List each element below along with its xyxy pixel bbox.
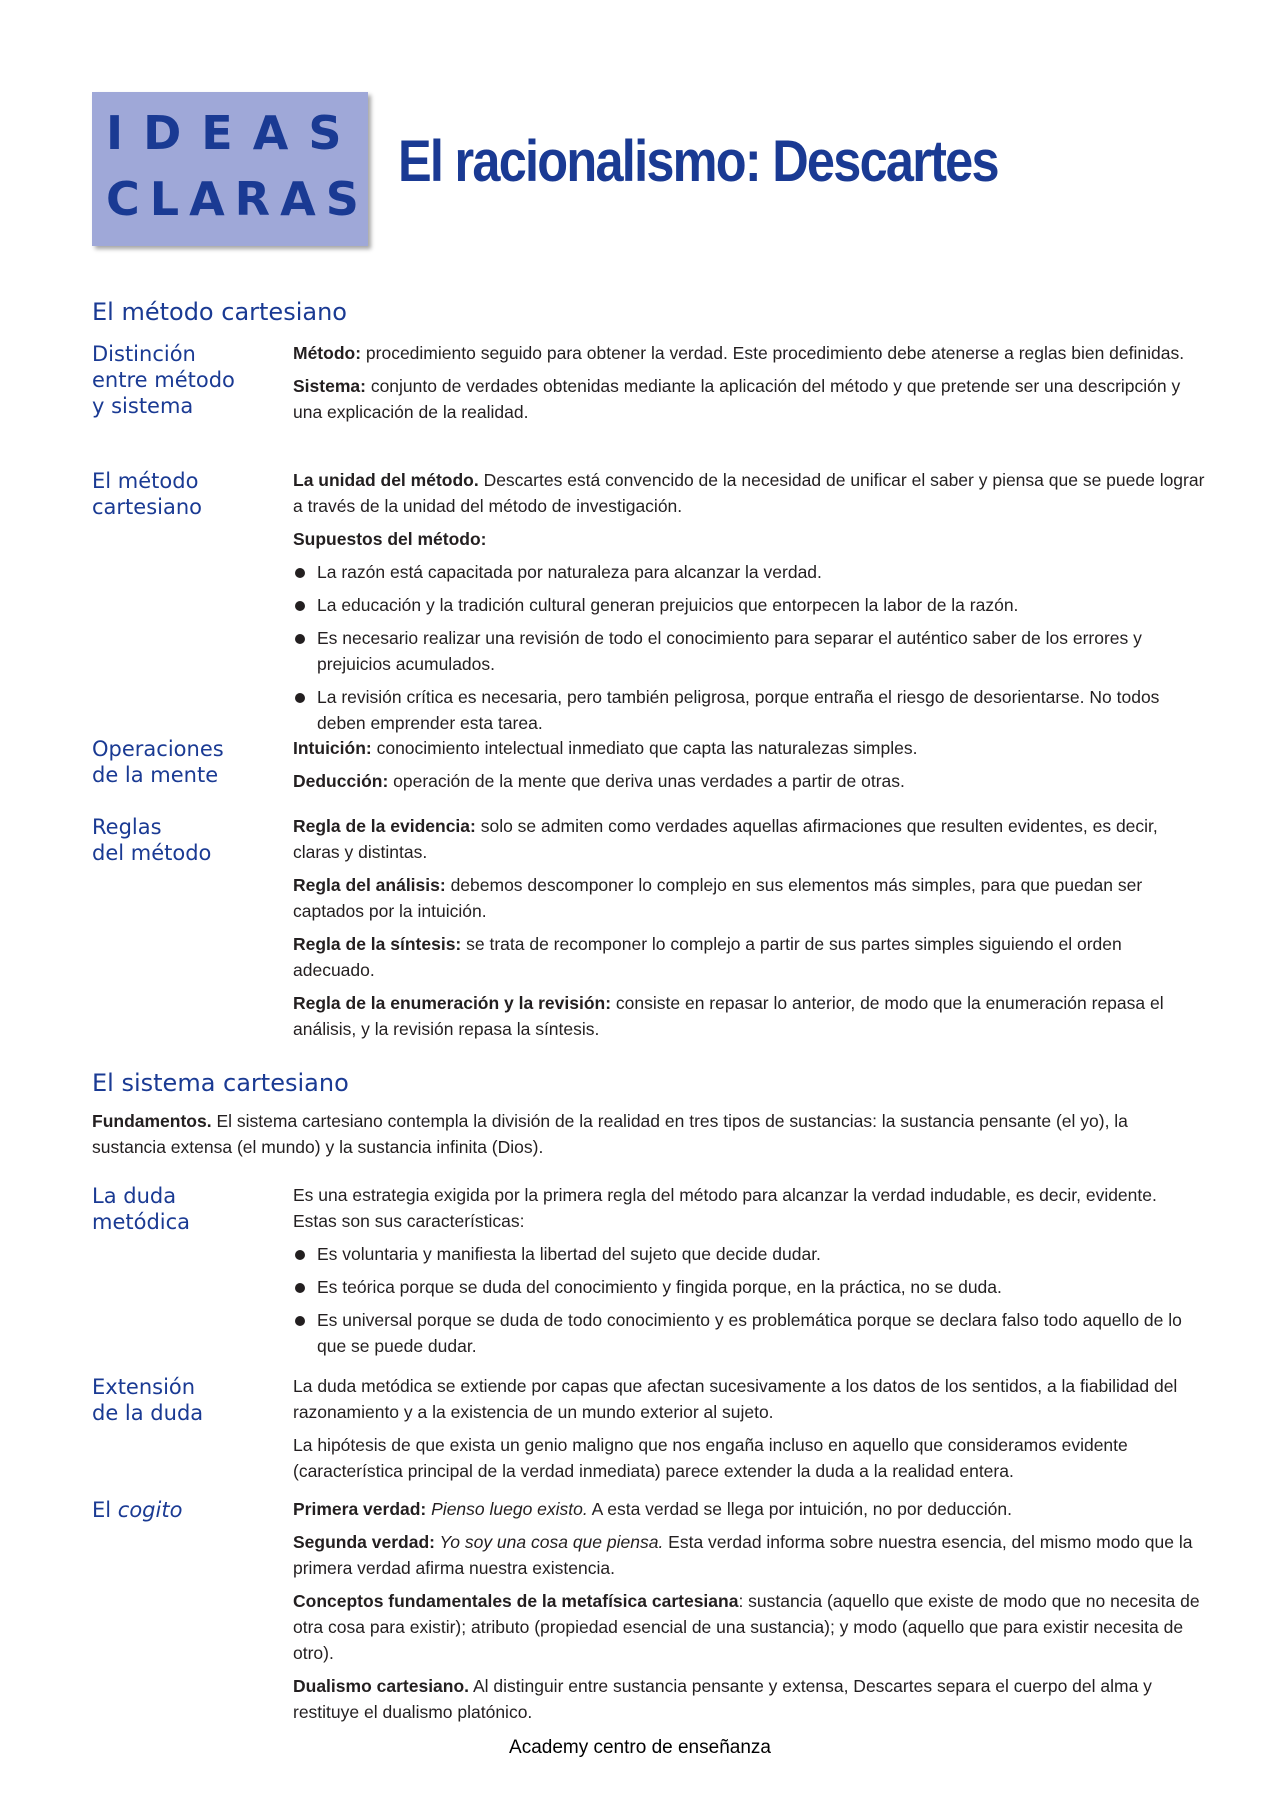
list-item: Es universal porque se duda de todo conocimiento y es problemática porque se declara falso todo aquello de lo que se puede dudar.	[293, 1307, 1205, 1359]
side-label-line: del método	[92, 841, 212, 865]
side-label-reglas	[92, 814, 282, 866]
term: Dualismo cartesiano.	[293, 1676, 470, 1696]
term: Fundamentos.	[92, 1111, 212, 1131]
block-reglas	[293, 813, 1205, 1049]
definition-text: A esta verdad se llega por intuición, no por deducción.	[587, 1499, 1012, 1519]
supuestos-heading	[293, 526, 1205, 552]
genio-maligno-paragraph	[293, 1432, 1205, 1484]
section-title-metodo: El método cartesiano	[92, 298, 347, 326]
term: Deducción:	[293, 771, 389, 791]
term: Segunda verdad:	[293, 1532, 435, 1552]
label-italic: cogito	[117, 1498, 183, 1522]
list-item: La educación y la tradición cultural generan prejuicios que entorpecen la labor de la razón.	[293, 592, 1205, 618]
side-label-extension	[92, 1374, 282, 1426]
list-item: La revisión crítica es necesaria, pero también peligrosa, porque entraña el riesgo de desorientarse. No todos deben emprender esta tarea.	[293, 684, 1205, 736]
side-label-operaciones	[92, 736, 282, 788]
term: Conceptos fundamentales de la metafísica cartesiana	[293, 1591, 739, 1611]
side-label-line	[92, 1497, 282, 1523]
fundamentos-paragraph	[92, 1108, 1202, 1160]
side-label-line: Reglas	[92, 815, 162, 839]
block-metodo-cartesiano	[293, 467, 1205, 743]
regla-analisis	[293, 872, 1205, 924]
conceptos-fundamentales	[293, 1588, 1205, 1666]
block-duda-metodica	[293, 1182, 1205, 1366]
side-label-metodo-cartesiano	[92, 468, 282, 520]
side-label-cogito	[92, 1497, 282, 1523]
extension-paragraph	[293, 1373, 1205, 1425]
block-distincion	[293, 340, 1205, 432]
side-label-line: y sistema	[92, 394, 194, 418]
section-title-sistema: El sistema cartesiano	[92, 1069, 349, 1097]
definition-text: debemos descomponer lo complejo en sus elementos más simples, para que puedan ser captados por la intuición.	[293, 875, 1143, 921]
definition-sistema	[293, 373, 1205, 425]
regla-enumeracion	[293, 990, 1205, 1042]
regla-sintesis	[293, 931, 1205, 983]
term: Regla de la síntesis:	[293, 934, 462, 954]
side-label-line: de la mente	[92, 763, 219, 787]
term: Método:	[293, 343, 362, 363]
term: Regla del análisis:	[293, 875, 446, 895]
term: Regla de la enumeración y la revisión:	[293, 993, 612, 1013]
block-cogito	[293, 1496, 1205, 1732]
quote: Pienso luego existo.	[426, 1499, 588, 1519]
regla-evidencia	[293, 813, 1205, 865]
side-label-line: Extensión	[92, 1375, 196, 1399]
term: Sistema:	[293, 376, 366, 396]
list-item: La razón está capacitada por naturaleza para alcanzar la verdad.	[293, 559, 1205, 585]
side-label-distincion	[92, 341, 282, 419]
term: Regla de la evidencia:	[293, 816, 476, 836]
definition-text: La hipótesis de que exista un genio maligno que nos engaña incluso en aquello que consideramos evidente (característica principal de la verdad inmediata) parece extender la duda a la realidad entera.	[293, 1435, 1128, 1481]
definition-text: conjunto de verdades obtenidas mediante la aplicación del método y que pretende ser una descripción y una explicación de la realidad.	[293, 376, 1181, 422]
label-plain: El	[92, 1498, 118, 1522]
term: La unidad del método.	[293, 470, 479, 490]
footer-text: Academy centro de enseñanza	[509, 1737, 771, 1758]
definition-text: solo se admiten como verdades aquellas afirmaciones que resulten evidentes, es decir, claras y distintas.	[293, 816, 1158, 862]
block-operaciones	[293, 735, 1205, 801]
side-label-line: cartesiano	[92, 495, 203, 519]
badge-line-ideas: IDEAS	[106, 106, 362, 160]
definition-text: se trata de recomponer lo complejo a partir de sus partes simples siguiendo el orden adecuado.	[293, 934, 1122, 980]
dualismo-cartesiano	[293, 1673, 1205, 1725]
definition-text: : sustancia (aquello que existe de modo que no necesita de otra cosa para existir); atributo (propiedad esencial de una sustancia); y modo (aquello que para existir necesita de otro).	[293, 1591, 1200, 1663]
definition-text: consiste en repasar lo anterior, de modo que la enumeración repasa el análisis, y la revisión repasa la síntesis.	[293, 993, 1164, 1039]
side-label-line: Distinción	[92, 342, 196, 366]
side-label-duda	[92, 1183, 282, 1235]
duda-intro	[293, 1182, 1205, 1234]
definition-text: El sistema cartesiano contempla la división de la realidad en tres tipos de sustancias: la sustancia pensante (el yo), la sustancia extensa (el mundo) y la sustancia infinita (Dios).	[92, 1111, 1128, 1157]
quote: Yo soy una cosa que piensa.	[434, 1532, 664, 1552]
definition-text: La duda metódica se extiende por capas que afectan sucesivamente a los datos de los sentidos, a la fiabilidad del razonamiento y a la existencia de un mundo exterior al sujeto.	[293, 1376, 1178, 1422]
side-label-line: metódica	[92, 1210, 191, 1234]
definition-text: conocimiento intelectual inmediato que capta las naturalezas simples.	[371, 738, 918, 758]
page-title: El racionalismo: Descartes	[398, 129, 998, 194]
list-item: Es necesario realizar una revisión de todo el conocimiento para separar el auténtico saber de los errores y prejuicios acumulados.	[293, 625, 1205, 677]
list-item: Es voluntaria y manifiesta la libertad del sujeto que decide dudar.	[293, 1241, 1205, 1267]
side-label-line: La duda	[92, 1184, 177, 1208]
side-label-line: de la duda	[92, 1401, 204, 1425]
primera-verdad	[293, 1496, 1205, 1522]
duda-caracteristicas-list	[293, 1241, 1205, 1359]
definition-text: Es una estrategia exigida por la primera regla del método para alcanzar la verdad indudable, es decir, evidente. Estas son sus características:	[293, 1185, 1157, 1231]
unidad-metodo	[293, 467, 1205, 519]
ideas-claras-badge	[92, 92, 368, 246]
definition-text: Descartes está convencido de la necesidad de unificar el saber y piensa que se puede lograr a través de la unidad del método de investigación.	[293, 470, 1205, 516]
badge-line-claras: CLARAS	[106, 172, 369, 226]
definition-text: operación de la mente que deriva unas verdades a partir de otras.	[388, 771, 905, 791]
definition-text: Al distinguir entre sustancia pensante y extensa, Descartes separa el cuerpo del alma y restituye el dualismo platónico.	[293, 1676, 1152, 1722]
list-item: Es teórica porque se duda del conocimiento y fingida porque, en la práctica, no se duda.	[293, 1274, 1205, 1300]
segunda-verdad	[293, 1529, 1205, 1581]
definition-text: Esta verdad informa sobre nuestra esencia, del mismo modo que la primera verdad afirma nuestra existencia.	[293, 1532, 1193, 1578]
side-label-line: Operaciones	[92, 737, 224, 761]
definition-intuicion	[293, 735, 1205, 761]
side-label-line: El método	[92, 469, 199, 493]
side-label-line: entre método	[92, 368, 235, 392]
term: Intuición:	[293, 738, 372, 758]
supuestos-list	[293, 559, 1205, 736]
definition-metodo	[293, 340, 1205, 366]
definition-deduccion	[293, 768, 1205, 794]
block-extension-duda	[293, 1373, 1205, 1491]
term: Supuestos del método:	[293, 529, 487, 549]
term: Primera verdad:	[293, 1499, 427, 1519]
definition-text: procedimiento seguido para obtener la verdad. Este procedimiento debe atenerse a reglas bien definidas.	[361, 343, 1185, 363]
